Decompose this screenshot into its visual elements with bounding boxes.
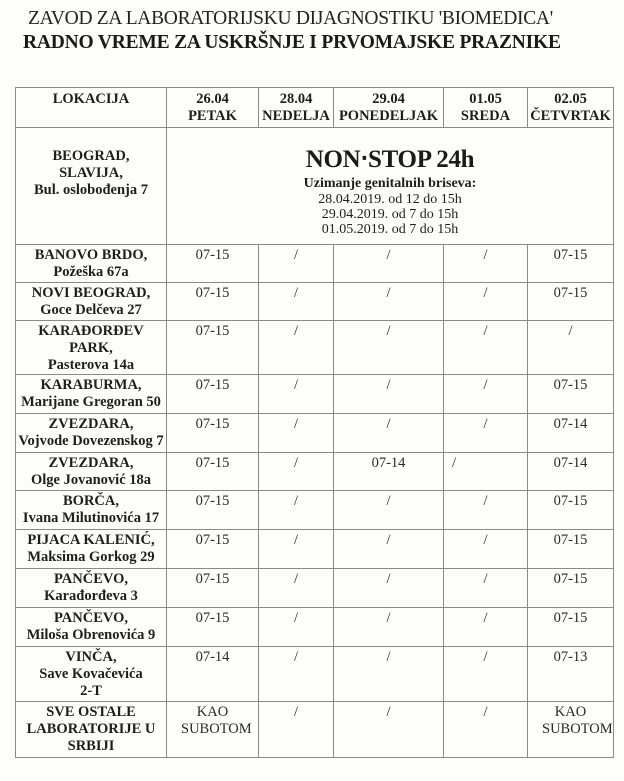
hours-cell: /: [334, 702, 444, 758]
hours-cell: 07-15: [528, 245, 614, 283]
institution-name: ZAVOD ZA LABORATORIJSKU DIJAGNOSTIKU 'BIOMEDICA': [28, 8, 553, 29]
hours-cell: /: [444, 491, 528, 530]
hours-cell: 07-15: [167, 530, 259, 569]
location-address: Vojvode Dovezenskog 7: [18, 433, 164, 449]
table-row: [16, 491, 614, 530]
location-cell: [16, 453, 167, 491]
hours-cell: 07-14: [167, 647, 259, 702]
hours-cell: 07-15: [167, 245, 259, 283]
hours-cell: /: [444, 530, 528, 569]
hours-cell: /: [259, 702, 334, 758]
location-address: Marijane Gregoran 50: [21, 394, 161, 410]
column-day: PONEDELJAK: [338, 108, 439, 124]
location-address: Miloša Obrenovića 9: [26, 627, 156, 643]
location-name: PANČEVO,: [54, 610, 128, 626]
location-cell: [16, 128, 167, 245]
column-header-location: LOKACIJA: [16, 88, 167, 128]
table-row-slavija: [16, 128, 614, 245]
column-header-date: [528, 88, 614, 128]
hours-cell: /: [259, 491, 334, 530]
table-row: [16, 702, 614, 758]
column-header-date: [167, 88, 259, 128]
table-row: [16, 608, 614, 647]
location-address: Bul. oslobođenja 7: [33, 182, 149, 198]
hours-cell: 07-15: [528, 283, 614, 321]
location-name: KARAĐORĐEV PARK,: [38, 323, 144, 356]
hours-cell: 07-15: [167, 608, 259, 647]
nonstop-line: 01.05.2019. od 7 do 15h: [321, 222, 459, 237]
column-date: 28.04: [279, 91, 313, 107]
hours-cell: 07-15: [528, 608, 614, 647]
location-cell: [16, 702, 167, 758]
location-address: Karađorđeva 3: [44, 588, 138, 604]
location-name: BANOVO BRDO,: [34, 247, 148, 263]
nonstop-line: 28.04.2019. od 12 do 15h: [318, 192, 462, 207]
hours-cell: /: [259, 321, 334, 375]
column-date: 29.04: [372, 91, 405, 107]
hours-cell: /: [334, 530, 444, 569]
location-address: Olge Jovanović 18a: [30, 472, 152, 488]
hours-cell: 07-15: [167, 453, 259, 491]
hours-cell: /: [444, 569, 528, 608]
hours-cell: /: [444, 375, 528, 414]
hours-cell: /: [334, 491, 444, 530]
location-name: PIJACA KALENIĆ,: [27, 532, 155, 548]
location-cell: [16, 647, 167, 702]
hours-cell: /: [259, 453, 334, 491]
hours-cell: 07-15: [167, 375, 259, 414]
hours-cell: /: [334, 375, 444, 414]
header-row: [16, 88, 614, 128]
table-row: [16, 375, 614, 414]
hours-cell: 07-15: [528, 530, 614, 569]
hours-cell: KAO SUBOTOM: [528, 702, 614, 758]
hours-cell: /: [444, 647, 528, 702]
hours-cell: 07-15: [167, 283, 259, 321]
location-address: Požeška 67a: [53, 264, 129, 280]
hours-cell: 07-15: [528, 375, 614, 414]
schedule-table: [15, 87, 614, 758]
table-row: [16, 245, 614, 283]
column-day: NEDELJA: [262, 108, 330, 124]
location-name: KARABURMA,: [40, 377, 142, 393]
location-address: Ivana Milutinovića 17: [22, 510, 160, 526]
hours-cell: /: [444, 321, 528, 375]
nonstop-line: 29.04.2019. od 7 do 15h: [321, 207, 459, 222]
hours-cell: /: [444, 608, 528, 647]
nonstop-subtitle: Uzimanje genitalnih briseva:: [303, 176, 477, 191]
location-cell: [16, 530, 167, 569]
column-day: SREDA: [460, 108, 511, 124]
location-address: Pasterova 14a: [47, 357, 135, 373]
hours-cell: /: [444, 414, 528, 453]
hours-cell: /: [444, 453, 528, 491]
hours-cell: /: [334, 414, 444, 453]
table-row: [16, 414, 614, 453]
table-row: [16, 647, 614, 702]
hours-cell: 07-14: [528, 453, 614, 491]
hours-cell: 07-15: [167, 491, 259, 530]
location-cell: [16, 375, 167, 414]
hours-cell: /: [444, 702, 528, 758]
location-cell: [16, 245, 167, 283]
location-address: Maksima Gorkog 29: [27, 549, 155, 565]
table-row: [16, 530, 614, 569]
location-address: Goce Delčeva 27: [40, 302, 142, 318]
hours-cell: 07-14: [334, 453, 444, 491]
hours-cell: /: [259, 647, 334, 702]
hours-cell: 07-15: [167, 569, 259, 608]
column-date: 02.05: [554, 91, 587, 107]
hours-cell: /: [334, 245, 444, 283]
hours-cell: 07-14: [528, 414, 614, 453]
hours-cell: 07-15: [167, 321, 259, 375]
location-name: ZVEZDARA,: [48, 416, 134, 432]
column-date: 26.04: [196, 91, 229, 107]
location-address: Save Kovačevića 2-T: [39, 666, 143, 699]
column-day: PETAK: [188, 108, 237, 124]
column-header-date: [334, 88, 444, 128]
hours-cell: /: [259, 530, 334, 569]
hours-cell: /: [259, 375, 334, 414]
location-cell: [16, 491, 167, 530]
table-row: [16, 569, 614, 608]
hours-cell: /: [334, 569, 444, 608]
hours-cell: /: [259, 608, 334, 647]
hours-cell: /: [334, 608, 444, 647]
location-name: NOVI BEOGRAD,: [31, 285, 151, 301]
table-row: [16, 283, 614, 321]
nonstop-cell: [167, 128, 614, 245]
location-cell: [16, 608, 167, 647]
column-header-date: [444, 88, 528, 128]
document-title: RADNO VREME ZA USKRŠNJE I PRVOMAJSKE PRAZNIKE: [23, 32, 561, 53]
hours-cell: /: [259, 245, 334, 283]
hours-cell: /: [444, 283, 528, 321]
location-name: PANČEVO,: [54, 571, 128, 587]
hours-cell: /: [444, 245, 528, 283]
location-name: ZVEZDARA,: [48, 455, 134, 471]
hours-cell: /: [334, 283, 444, 321]
location-name: VINČA,: [65, 649, 117, 665]
column-date: 01.05: [469, 91, 502, 107]
hours-cell: /: [259, 283, 334, 321]
location-name: BEOGRAD,: [52, 148, 130, 164]
hours-cell: /: [334, 321, 444, 375]
hours-cell: 07-13: [528, 647, 614, 702]
hours-cell: /: [259, 414, 334, 453]
table-row: [16, 321, 614, 375]
location-cell: [16, 569, 167, 608]
location-name: BORČA,: [63, 493, 119, 509]
hours-cell: 07-15: [528, 569, 614, 608]
column-day: ČETVRTAK: [530, 108, 611, 124]
hours-cell: KAO SUBOTOM: [167, 702, 259, 758]
nonstop-headline: NON‧STOP 24h: [305, 146, 475, 173]
location-name: SVE OSTALE LABORATORIJE U SRBIJI: [26, 704, 156, 754]
location-cell: [16, 414, 167, 453]
hours-cell: 07-15: [167, 414, 259, 453]
hours-cell: /: [259, 569, 334, 608]
table-row: [16, 453, 614, 491]
column-header-date: [259, 88, 334, 128]
location-cell: [16, 321, 167, 375]
hours-cell: 07-15: [528, 491, 614, 530]
hours-cell: /: [334, 647, 444, 702]
hours-cell: /: [528, 321, 614, 375]
location-name: SLAVIJA,: [59, 165, 123, 181]
location-cell: [16, 283, 167, 321]
